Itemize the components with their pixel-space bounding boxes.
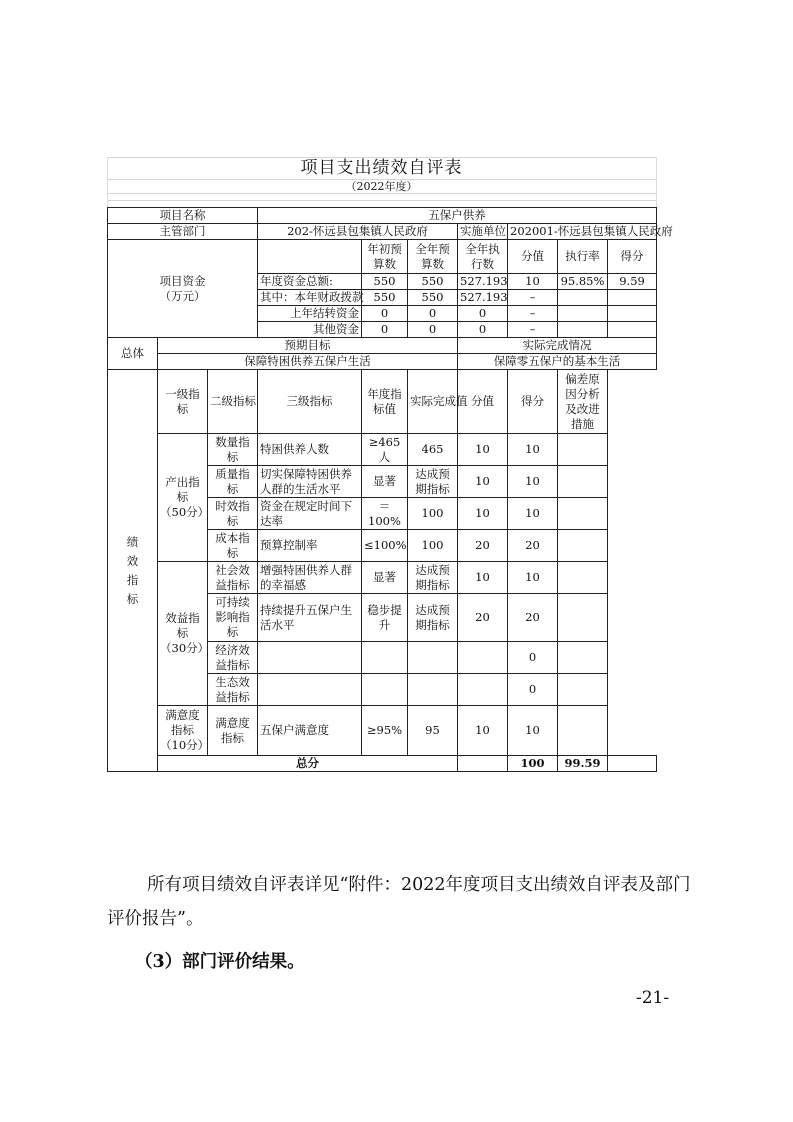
col-header-actual: 实际完成值	[408, 370, 458, 434]
level2-cell: 满意度指标	[208, 706, 258, 756]
fund-row-label: 上年结转资金	[258, 306, 362, 322]
level3-cell	[258, 674, 362, 706]
score-cell: 10	[458, 498, 508, 530]
level3-cell: 增强特困供养人群的幸福感	[258, 562, 362, 594]
level3-cell: 持续提升五保户生活水平	[258, 594, 362, 642]
total-got: 99.59	[558, 756, 608, 772]
performance-table	[107, 207, 673, 772]
overall-label: 总体	[108, 338, 158, 370]
fund-cell: 527.193	[458, 274, 508, 290]
fund-header: 年初预算数	[362, 240, 408, 274]
target-cell: ＝100%	[362, 498, 408, 530]
actual-cell	[408, 642, 458, 674]
fund-cell	[558, 306, 608, 322]
col-header-got: 得分	[508, 370, 558, 434]
group-name: 产出指标	[165, 475, 200, 504]
reason-cell	[558, 594, 608, 642]
fund-row-label: 其他资金	[258, 322, 362, 338]
actual-cell: 达成预期指标	[408, 466, 458, 498]
group-output	[158, 434, 208, 562]
level3-cell	[258, 642, 362, 674]
actual-cell: 100	[408, 530, 458, 562]
fund-cell	[608, 290, 657, 306]
fund-cell: 10	[508, 274, 558, 290]
reason-cell	[558, 498, 608, 530]
fund-header-blank	[258, 240, 362, 274]
impl-label: 实施单位	[458, 224, 508, 240]
col-header-level3: 三级指标	[258, 370, 362, 434]
total-blank	[458, 756, 508, 772]
actual-cell: 达成预期指标	[408, 562, 458, 594]
got-cell: 10	[508, 562, 558, 594]
fund-cell: 0	[458, 322, 508, 338]
got-cell: 0	[508, 642, 558, 674]
fund-label: 项目资金	[159, 273, 206, 288]
score-cell: 20	[458, 594, 508, 642]
table-row	[108, 706, 657, 756]
fund-label-cell	[108, 240, 258, 338]
fund-cell	[558, 290, 608, 306]
col-header-annual: 年度指标值	[362, 370, 408, 434]
fund-unit: （万元）	[159, 288, 206, 303]
got-cell: 10	[508, 498, 558, 530]
table-year: （2022年度）	[345, 180, 418, 193]
reason-cell	[558, 562, 608, 594]
total-label: 总分	[158, 756, 458, 772]
target-cell: ≥465人	[362, 434, 408, 466]
col-header-level1: 一级指标	[158, 370, 208, 434]
score-cell	[458, 674, 508, 706]
actual-cell: 95	[408, 706, 458, 756]
score-cell	[458, 642, 508, 674]
fund-header: 全年预算数	[408, 240, 458, 274]
attachment-paragraph: 所有项目绩效自评表详见“附件：2022年度项目支出绩效自评表及部门评价报告”。	[107, 875, 691, 929]
level2-cell: 经济效益指标	[208, 642, 258, 674]
fund-cell: –	[508, 322, 558, 338]
fund-cell	[608, 322, 657, 338]
reason-cell	[558, 530, 608, 562]
level3-cell: 资金在规定时间下达率	[258, 498, 362, 530]
level3-cell: 特困供养人数	[258, 434, 362, 466]
total-score: 100	[508, 756, 558, 772]
impl-value: 202001-怀远县包集镇人民政府	[508, 224, 657, 240]
fund-cell: 550	[362, 274, 408, 290]
target-cell	[362, 642, 408, 674]
reason-cell	[558, 434, 608, 466]
total-reason	[608, 756, 657, 772]
reason-cell	[558, 674, 608, 706]
actual-label: 实际完成情况	[458, 338, 657, 354]
actual-value: 保障零五保户的基本生活	[458, 354, 657, 370]
fund-cell: 0	[408, 322, 458, 338]
fund-cell	[608, 306, 657, 322]
dept-value: 202-怀远县包集镇人民政府	[258, 224, 458, 240]
perf-label	[108, 370, 158, 772]
fund-cell: 550	[408, 290, 458, 306]
fund-header: 执行率	[558, 240, 608, 274]
level3-cell: 预算控制率	[258, 530, 362, 562]
group-benefit	[158, 562, 208, 706]
level2-cell: 社会效益指标	[208, 562, 258, 594]
got-cell: 10	[508, 434, 558, 466]
expected-goal-label: 预期目标	[158, 338, 458, 354]
target-cell: ≤100%	[362, 530, 408, 562]
level2-cell: 时效指标	[208, 498, 258, 530]
table-row	[108, 562, 657, 594]
fund-cell: 0	[362, 322, 408, 338]
got-cell: 0	[508, 674, 558, 706]
level3-cell: 切实保障特困供养人群的生活水平	[258, 466, 362, 498]
fund-cell: 550	[408, 274, 458, 290]
dept-label: 主管部门	[108, 224, 258, 240]
target-cell: ≥95%	[362, 706, 408, 756]
expected-goal-value: 保障特困供养五保户生活	[158, 354, 458, 370]
actual-cell: 达成预期指标	[408, 594, 458, 642]
project-name-value: 五保户供养	[258, 208, 657, 224]
col-header-score: 分值	[458, 370, 508, 434]
score-cell: 20	[458, 530, 508, 562]
fund-cell: 0	[362, 306, 408, 322]
score-cell: 10	[458, 562, 508, 594]
table-row	[108, 434, 657, 466]
fund-cell: 527.193	[458, 290, 508, 306]
got-cell: 20	[508, 594, 558, 642]
reason-cell	[558, 642, 608, 674]
perf-label-text: 绩效指标	[126, 534, 139, 606]
fund-cell: 9.59	[608, 274, 657, 290]
table-title: 项目支出绩效自评表	[300, 158, 463, 178]
col-header-level2: 二级指标	[208, 370, 258, 434]
level2-cell: 数量指标	[208, 434, 258, 466]
reason-cell	[558, 466, 608, 498]
target-cell: 显著	[362, 466, 408, 498]
reason-cell	[558, 706, 608, 756]
fund-header: 得分	[608, 240, 657, 274]
page-number: -21-	[636, 988, 670, 1008]
fund-cell: 0	[408, 306, 458, 322]
fund-row-label: 其中：本年财政拨款	[258, 290, 362, 306]
col-header-reason: 偏差原因分析及改进措施	[558, 370, 608, 434]
level2-cell: 生态效益指标	[208, 674, 258, 706]
got-cell: 10	[508, 706, 558, 756]
target-cell: 显著	[362, 562, 408, 594]
section-heading: （3）部门评价结果。	[135, 952, 305, 972]
score-cell: 10	[458, 466, 508, 498]
target-cell: 稳步提升	[362, 594, 408, 642]
project-name-label: 项目名称	[108, 208, 258, 224]
actual-cell: 465	[408, 434, 458, 466]
actual-cell	[408, 674, 458, 706]
fund-cell: 550	[362, 290, 408, 306]
group-satisfaction: 满意度指标（10分）	[158, 706, 208, 756]
level2-cell: 成本指标	[208, 530, 258, 562]
score-cell: 10	[458, 706, 508, 756]
got-cell: 20	[508, 530, 558, 562]
fund-cell: 95.85%	[558, 274, 608, 290]
fund-header: 全年执行数	[458, 240, 508, 274]
group-points: （30分）	[160, 641, 210, 655]
group-points: （50分）	[160, 505, 210, 519]
level3-cell: 五保户满意度	[258, 706, 362, 756]
actual-cell: 100	[408, 498, 458, 530]
target-cell	[362, 674, 408, 706]
got-cell: 10	[508, 466, 558, 498]
fund-row-label: 年度资金总额:	[258, 274, 362, 290]
fund-header: 分值	[508, 240, 558, 274]
fund-cell: –	[508, 290, 558, 306]
level2-cell: 可持续影响指标	[208, 594, 258, 642]
score-cell: 10	[458, 434, 508, 466]
fund-cell: –	[508, 306, 558, 322]
fund-cell	[558, 322, 608, 338]
group-name: 效益指标	[165, 611, 200, 640]
fund-cell: 0	[458, 306, 508, 322]
level2-cell: 质量指标	[208, 466, 258, 498]
